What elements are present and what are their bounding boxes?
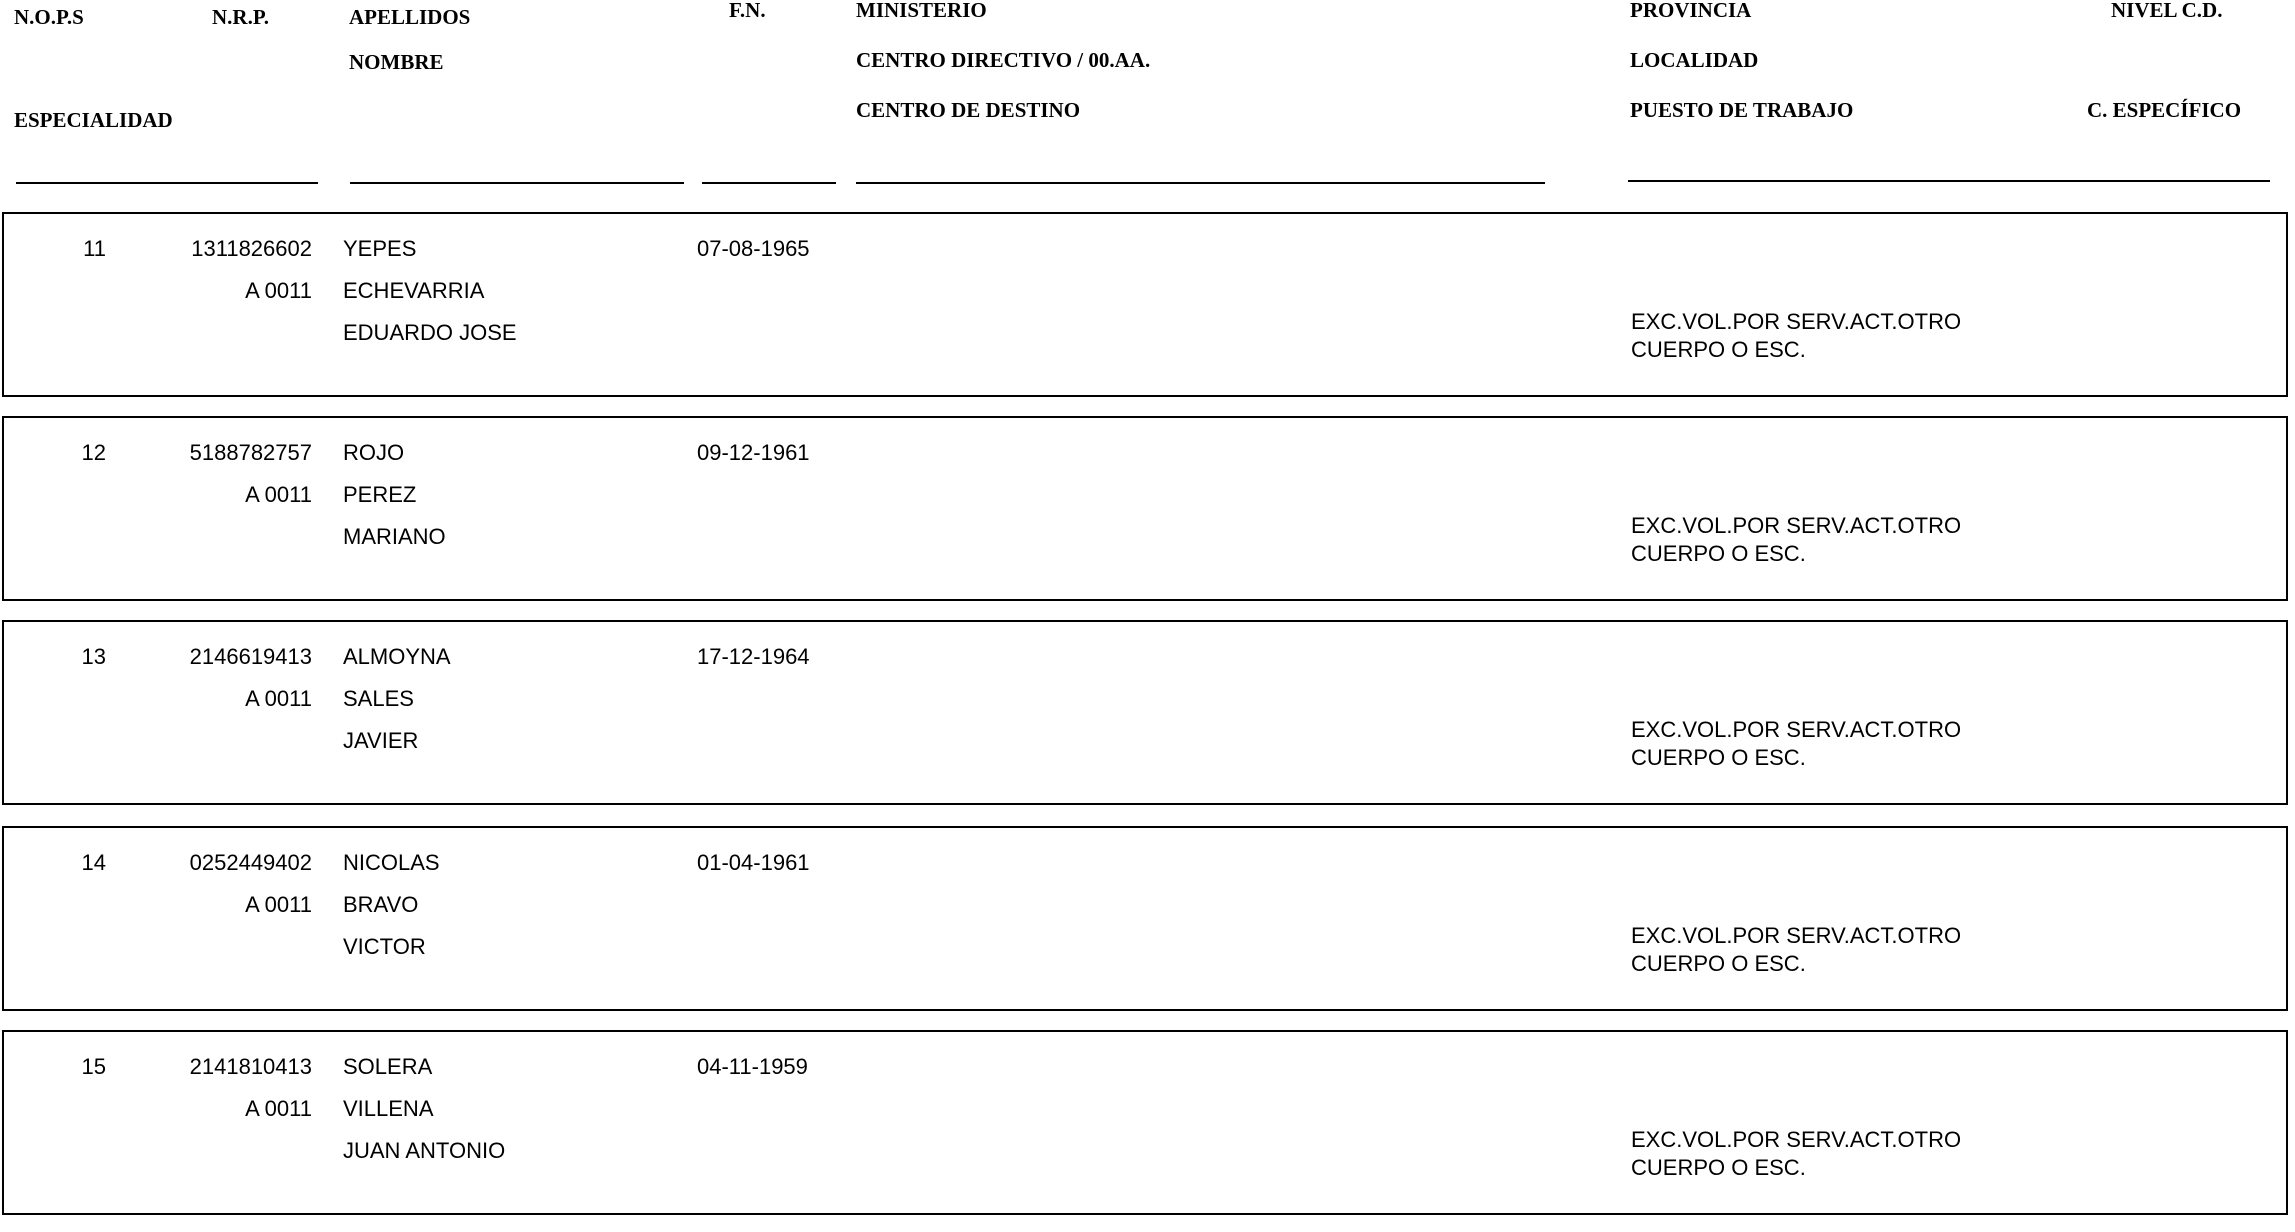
header-provincia: PROVINCIA xyxy=(1630,0,1752,22)
record-puesto xyxy=(1631,512,1991,568)
header-rule xyxy=(16,182,318,184)
record-nrp: 2146619413 xyxy=(189,644,312,669)
record-nombre: EDUARDO JOSE xyxy=(343,320,517,345)
record-puesto xyxy=(1631,308,1991,364)
record-apellido1: SOLERA xyxy=(343,1054,433,1079)
header-centro-destino: CENTRO DE DESTINO xyxy=(856,98,1081,122)
record-nrp: 0252449402 xyxy=(189,850,312,875)
record-fn: 17-12-1964 xyxy=(697,644,810,669)
record-puesto xyxy=(1631,1126,1991,1182)
header-rule xyxy=(1628,180,2270,182)
record-nops: 11 xyxy=(83,236,106,261)
header-fn: F.N. xyxy=(729,0,766,22)
header-ministerio: MINISTERIO xyxy=(856,0,987,22)
header-puesto: PUESTO DE TRABAJO xyxy=(1630,98,1854,122)
record-nombre: MARIANO xyxy=(343,524,446,549)
record-apellido2: ECHEVARRIA xyxy=(343,278,485,303)
record-puesto xyxy=(1631,922,1991,978)
record-puesto-line1: EXC.VOL.POR SERV.ACT.OTRO xyxy=(1631,923,1962,948)
record-nombre: VICTOR xyxy=(343,934,426,959)
record-apellido1: ROJO xyxy=(343,440,405,465)
record-apellido1: YEPES xyxy=(343,236,417,261)
record-especialidad: A 0011 xyxy=(245,892,312,917)
header-rule xyxy=(856,182,1545,184)
header-centro-directivo: CENTRO DIRECTIVO / 00.AA. xyxy=(856,48,1151,72)
record-especialidad: A 0011 xyxy=(245,686,312,711)
record-puesto-line2: CUERPO O ESC. xyxy=(1631,1155,1806,1180)
record-nombre: JUAN ANTONIO xyxy=(343,1138,506,1163)
record-apellido1: NICOLAS xyxy=(343,850,440,875)
record-nops: 15 xyxy=(81,1054,106,1079)
record-especialidad: A 0011 xyxy=(245,1096,312,1121)
header-especifico: C. ESPECÍFICO xyxy=(2087,98,2242,122)
record-nrp: 5188782757 xyxy=(189,440,312,465)
record-puesto-line1: EXC.VOL.POR SERV.ACT.OTRO xyxy=(1631,717,1962,742)
record-puesto-line2: CUERPO O ESC. xyxy=(1631,337,1806,362)
record-apellido1: ALMOYNA xyxy=(343,644,451,669)
record-nops: 12 xyxy=(81,440,106,465)
record-fn: 09-12-1961 xyxy=(697,440,810,465)
record-fn: 04-11-1959 xyxy=(697,1054,808,1079)
header-rule xyxy=(350,182,684,184)
record-nops: 13 xyxy=(81,644,106,669)
record-apellido2: VILLENA xyxy=(343,1096,434,1121)
record-puesto-line2: CUERPO O ESC. xyxy=(1631,745,1806,770)
record-puesto-line2: CUERPO O ESC. xyxy=(1631,951,1806,976)
header-nivel: NIVEL C.D. xyxy=(2111,0,2223,22)
header-nops: N.O.P.S xyxy=(14,5,84,29)
record-especialidad: A 0011 xyxy=(245,482,312,507)
record-nrp: 2141810413 xyxy=(189,1054,312,1079)
record-nrp: 1311826602 xyxy=(191,236,312,261)
record-fn: 01-04-1961 xyxy=(697,850,810,875)
header-localidad: LOCALIDAD xyxy=(1630,48,1759,72)
record-especialidad: A 0011 xyxy=(245,278,312,303)
record-box xyxy=(2,416,2288,601)
record-apellido2: BRAVO xyxy=(343,892,419,917)
header-nrp: N.R.P. xyxy=(212,5,269,29)
header-rule xyxy=(702,182,836,184)
record-nombre: JAVIER xyxy=(343,728,419,753)
record-nops: 14 xyxy=(81,850,106,875)
record-box xyxy=(2,826,2288,1011)
record-fn: 07-08-1965 xyxy=(697,236,810,261)
record-puesto-line1: EXC.VOL.POR SERV.ACT.OTRO xyxy=(1631,513,1962,538)
record-box xyxy=(2,620,2288,805)
header-especialidad: ESPECIALIDAD xyxy=(14,108,173,132)
record-puesto-line1: EXC.VOL.POR SERV.ACT.OTRO xyxy=(1631,309,1962,334)
record-puesto-line1: EXC.VOL.POR SERV.ACT.OTRO xyxy=(1631,1127,1962,1152)
record-puesto-line2: CUERPO O ESC. xyxy=(1631,541,1806,566)
record-box xyxy=(2,1030,2288,1215)
record-apellido2: SALES xyxy=(343,686,414,711)
record-apellido2: PEREZ xyxy=(343,482,417,507)
header-nombre: NOMBRE xyxy=(349,50,444,74)
record-box xyxy=(2,212,2288,397)
record-puesto xyxy=(1631,716,1991,772)
header-apellidos: APELLIDOS xyxy=(349,5,471,29)
